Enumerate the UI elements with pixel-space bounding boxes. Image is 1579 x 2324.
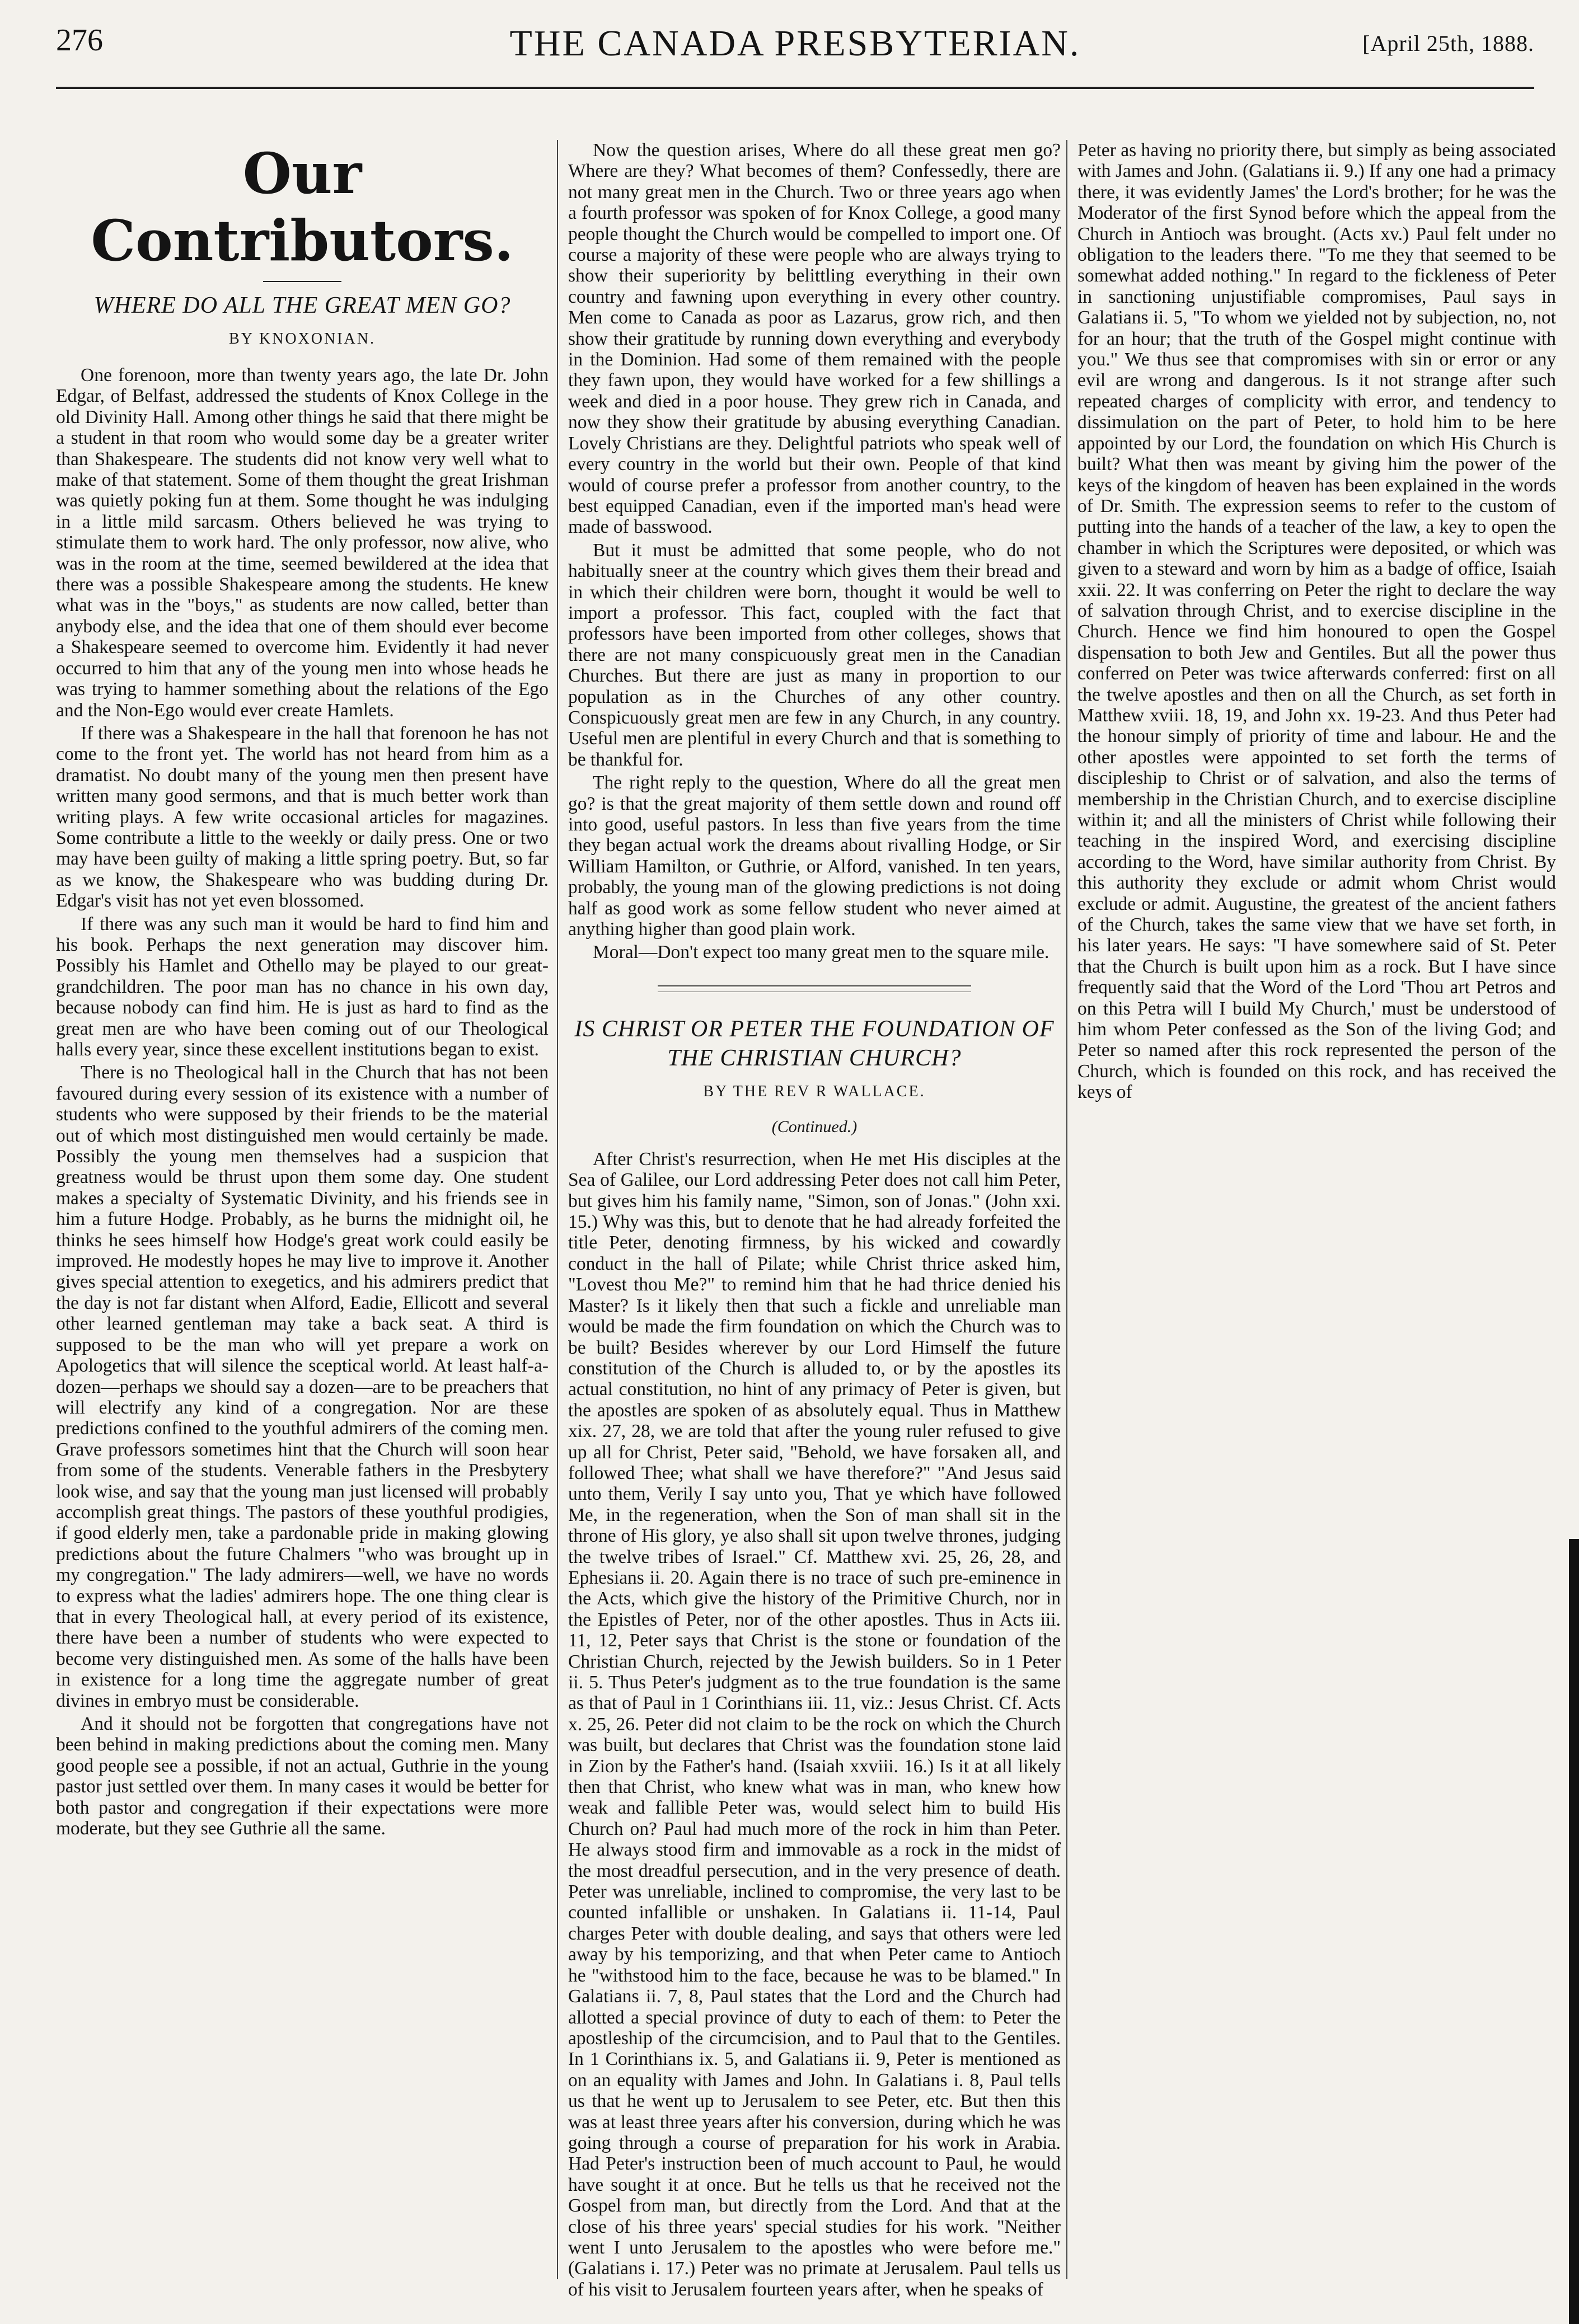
- paragraph: Moral—Don't expect too many great men to the square mile.: [593, 942, 1049, 963]
- continued-label: (Continued.): [771, 1117, 858, 1136]
- page-number: 276: [56, 23, 103, 58]
- issue-date: [April 25th, 1888.: [1362, 31, 1534, 56]
- article-divider: [658, 985, 971, 992]
- header-rule: [56, 87, 1534, 89]
- paragraph: But it must be admitted that some people, who do not habitually sneer at the country which gives them their bread and in which their children were born, thought it would be well to import a professor. This fact, coupled with the fact that professors have been imported from other colleges, shows that there are not many conspicuously great men in the Canadian Churches. But there are just as many in proportion to our population as in the Churches of any other country. Conspicuously great men are few in any Church, in any country. Useful men are plentiful in every Church and that is something to be thankful for.: [568, 539, 1061, 770]
- masthead-title: THE CANADA PRESBYTERIAN.: [509, 23, 1081, 64]
- paragraph: Now the question arises, Where do all these great men go? Where are they? What becomes of them? Confessedly, there are not many great men in the Church. Two or three years ago when a fourth professor was spoken of for Knox College, a good many people thought the Church would be compelled to import one. Of course a majority of these were people who are always trying to show their superiority by belittling everything in their own country and fawning upon everything in every other country. Men come to Canada as poor as Lazarus, grow rich, and then show their gratitude by running down everything and everybody in the Dominion. Had some of them remained with the people they fawn upon, they would have worked for a few shillings a week and died in a poor house. They grew rich in Canada, and now they show their gratitude by abusing everything Canadian. Lovely Christians are they. Delightful patriots who speak well of every country in the world but their own. People of that kind would of course prefer a professor from another country, to the best equipped Canadian, even if the imported man's head were made of basswood.: [568, 140, 1061, 538]
- article-title: WHERE DO ALL THE GREAT MEN GO?: [93, 293, 511, 318]
- paragraph: If there was any such man it would be hard to find him and his book. Perhaps the next generation may discover him. Possibly his Hamlet and Othello may be played to our great-grandchildren. The poor man has no chance in his own day, because nobody can find him. He is just as hard to find as the great men are who have been coming out of our Theological halls every year, since these excellent institutions began to exist.: [56, 913, 549, 1060]
- column-1: [56, 140, 549, 2302]
- paragraph: If there was a Shakespeare in the hall that forenoon he has not come to the front yet. The world has not heard from him as a dramatist. No doubt many of the young men then present have written many good sermons, and that is much better work than writing plays. A few write occasional articles for magazines. Some contribute a little to the weekly or daily press. One or two may have been guilty of making a little spring poetry. But, so far as we know, the Shakespeare who was budding during Dr. Edgar's visit has not yet even blossomed.: [56, 722, 549, 912]
- section-rule: [263, 281, 341, 282]
- article-title: IS CHRIST OR PETER THE FOUNDATION OF THE CHRISTIAN CHURCH?: [574, 1016, 1055, 1071]
- article-byline: BY THE REV R WALLACE.: [703, 1082, 926, 1100]
- paragraph: There is no Theological hall in the Church that has not been favoured during every session of its existence with a number of students who were supposed by their friends to be the material out of which most distinguished men would certainly be made. Possibly the young men themselves had a suspicion that greatness would be thrust upon them some day. One student makes a specialty of Systematic Divinity, and his friends see in him a future Hodge. Probably, as he burns the midnight oil, he thinks he sees himself how Hodge's great work could easily be improved. He modestly hopes he may live to improve it. Another gives special attention to exegetics, and his admirers predict that the day is not far distant when Alford, Eadie, Ellicott and several other learned gentleman may take a back seat. A third is supposed to be the man who will yet prepare a work on Apologetics that will silence the sceptical world. At least half-a-dozen—perhaps we should say a dozen—are to be preachers that will electrify any kind of a congregation. Nor are these predictions confined to the youthful admirers of the coming men. Grave professors sometimes hint that the Church will soon hear from some of the students. Venerable fathers in the Presbytery look wise, and say that the young man just licensed will probably accomplish great things. The pastors of these youthful prodigies, if good elderly men, take a pardonable pride in making glowing predictions about the future Chalmers "who was brought up in my congregation." The lady admirers—well, we have no words to express what the ladies' admirers hope. The one thing clear is that in every Theological hall, at every period of its existence, there have been a number of students who were expected to become very distinguished men. As some of the halls have been in existence for a long time the aggregate number of great divines in embryo must be considerable.: [56, 1062, 549, 1711]
- column-2: [568, 140, 1061, 2302]
- column-divider: [557, 140, 558, 2279]
- binding-shadow: [1569, 1539, 1579, 2324]
- column-divider: [1066, 140, 1067, 2279]
- section-title: Our Contributors.: [91, 140, 514, 274]
- page-header: [56, 22, 1534, 106]
- paragraph: One forenoon, more than twenty years ago, the late Dr. John Edgar, of Belfast, addressed the students of Knox College in the old Divinity Hall. Among other things he said that there might be a student in that room who would some day be a greater writer than Shakespeare. The students did not know very well what to make of that statement. Some of them thought the great Irishman was quietly poking fun at them. Some thought he was indulging in a little mild sarcasm. Others believed he was trying to stimulate them to work hard. The only professor, now alive, who was in the room at the time, seemed bewildered at the idea that there was a possible Shakespeare among the students. He knew what was in the "boys," as students are now called, better than anybody else, and the idea that one of them should ever become a Shakespeare seemed to overcome him. Evidently it had never occurred to him that any of the young men into whose heads he was trying to hammer something about the relations of the Ego and the Non-Ego would ever create Hamlets.: [56, 365, 549, 721]
- article-byline: BY KNOXONIAN.: [229, 330, 376, 348]
- column-3: [1077, 140, 1556, 2302]
- paragraph-continuation: Peter as having no priority there, but simply as being associated with James and John. (Galatians ii. 9.) If any one had a primacy there, it was evidently James' the Lord's brother; for he was the Moderator of the first Synod before which the appeal from the Church in Antioch was brought. (Acts xv.) Paul felt under no obligation to the leaders there. "To me they that seemed to be somewhat added nothing." In regard to the fickleness of Peter in sanctioning unjustifiable compromises, Paul says in Galatians ii. 5, "To whom we yielded not by subjection, no, not for an hour; that the truth of the Gospel might continue with you." We thus see that compromises with sin or error or any evil are wrong and dangerous. Is it not strange after such repeated charges of complicity with error, and tendency to dissimulation on the part of Peter, to hold him to be here appointed by our Lord, the foundation on which His Church is built? What then was meant by giving him the power of the keys of the kingdom of heaven has been explained in the words of Dr. Smith. The expression seems to refer to the custom of putting into the hands of a teacher of the law, a key to open the chamber in which the Scriptures were deposited, or which was given to a steward and worn by him as a badge of office, Isaiah xxii. 22. It was conferring on Peter the right to declare the way of salvation through Christ, and to exercise discipline in the Church. Hence we find him honoured to open the Gospel dispensation to both Jew and Gentiles. But all the power thus conferred on Peter was twice afterwards conferred: first on all the twelve apostles and then on all the Church, as set forth in Matthew xviii. 18, 19, and John xx. 19-23. And thus Peter had the honour simply of priority of time and labour. He and the other apostles were appointed to set forth the terms of discipleship to Christ or of salvation, and also the terms of membership in the Christian Church, and to exercise discipline within it; and all the ministers of Christ while following their teaching in the inspired Word, and exercising discipline according to the Word, have similar authority from Christ. By this authority they exclude or admit whom Christ would exclude or admit. Augustine, the greatest of the ancient fathers of the Church, takes the same view that we have set forth, in his later years. He says: "I have somewhere said of St. Peter that the Church is built upon him as a rock. But I have since frequently said that the Word of the Lord 'Thou art Petros and on this Petra will I build My Church,' must be understood of him whom Peter confessed as the Son of the living God; and Peter so named after this rock represented the person of the Church, which is founded on this rock, and has received the keys of: [1077, 140, 1556, 1103]
- paragraph: After Christ's resurrection, when He met His disciples at the Sea of Galilee, our Lord addressing Peter does not call him Peter, but gives him his family name, "Simon, son of Jonas." (John xxi. 15.) Why was this, but to denote that he had already forfeited the title Peter, denoting firmness, by his wicked and cowardly conduct in the hall of Pilate; while Christ thrice asked him, "Lovest thou Me?" to remind him that he had thrice denied his Master? Is it likely then that such a fickle and unreliable man would be made the firm foundation on which the Church was to be built? Besides wherever by our Lord Himself the future constitution of the Church is alluded to, or by the apostles its actual constitution, no hint of any primacy of Peter is given, but the apostles are spoken of as absolutely equal. Thus in Matthew xix. 27, 28, we are told that after the young ruler refused to give up all for Christ, Peter said, "Behold, we have forsaken all, and followed Thee; what shall we have therefore?" "And Jesus said unto them, Verily I say unto you, That ye which have followed Me, in the regeneration, when the Son of man shall sit in the throne of His glory, ye also shall sit upon twelve thrones, judging the twelve tribes of Israel." Cf. Matthew xvi. 25, 26, 28, and Ephesians ii. 20. Again there is no trace of such pre-eminence in the Acts, which give the history of the Primitive Church, nor in the Epistles of Peter, nor of the other apostles. Thus in Acts iii. 11, 12, Peter says that Christ is the stone or foundation of the Christian Church, rejected by the Jewish builders. So in 1 Peter ii. 5. Thus Peter's judgment as to the true foundation is the same as that of Paul in 1 Corinthians iii. 11, viz.: Jesus Christ. Cf. Acts x. 25, 26. Peter did not claim to be the rock on which the Church was built, but declares that Christ was the foundation stone laid in Zion by the Father's hand. (Isaiah xxviii. 16.) Is it at all likely then that Christ, who knew what was in man, who knew how weak and fallible Peter was, would select him to build His Church on? Paul had much more of the rock in him than Peter. He always stood firm and immovable as a rock in the midst of the most dreadful persecution, and in the very presence of death. Peter was unreliable, inclined to compromise, the very last to be counted infallible or unshaken. In Galatians ii. 11-14, Paul charges Peter with double dealing, and says that others were led away by his temporizing, and that when Peter came to Antioch he "withstood him to the face, because he was to be blamed." In Galatians ii. 7, 8, Paul states that the Lord and the Church had allotted a special province of duty to each of them: to Peter the apostleship of the circumcision, and to Paul that to the Gentiles. In 1 Corinthians ix. 5, and Galatians ii. 9, Peter is mentioned as on an equality with James and John. In Galatians i. 8, Paul tells us that he went up to Jerusalem to see Peter, etc. But then this was at least three years after his conversion, during which he was going through a course of preparation for his work in Arabia. Had Peter's instruction been of much account to Paul, he would have sought it at once. But he tells us that he received not the Gospel from man, but directly from the Lord. And that at the close of his three years' special studies for his work. "Neither went I unto Jerusalem to the apostles who were before me." (Galatians i. 17.) Peter was no primate at Jerusalem. Paul tells us of his visit to Jerusalem fourteen years after, when he speaks of: [568, 1148, 1061, 2300]
- paragraph: And it should not be forgotten that congregations have not been behind in making predictions about the coming men. Many good people see a possible, if not an actual, Guthrie in the young pastor just settled over them. In many cases it would be better for both pastor and congregation if their expectations were more moderate, but they see Guthrie all the same.: [56, 1713, 549, 1839]
- paragraph: The right reply to the question, Where do all the great men go? is that the great majority of them settle down and round off into good, useful pastors. In less than five years from the time they began actual work the dreams about rivalling Hodge, or Sir William Hamilton, or Guthrie, or Alford, vanished. In ten years, probably, the young man of the glowing predictions is not doing half as good work as some fellow student who never aimed at anything higher than good plain work.: [568, 772, 1061, 940]
